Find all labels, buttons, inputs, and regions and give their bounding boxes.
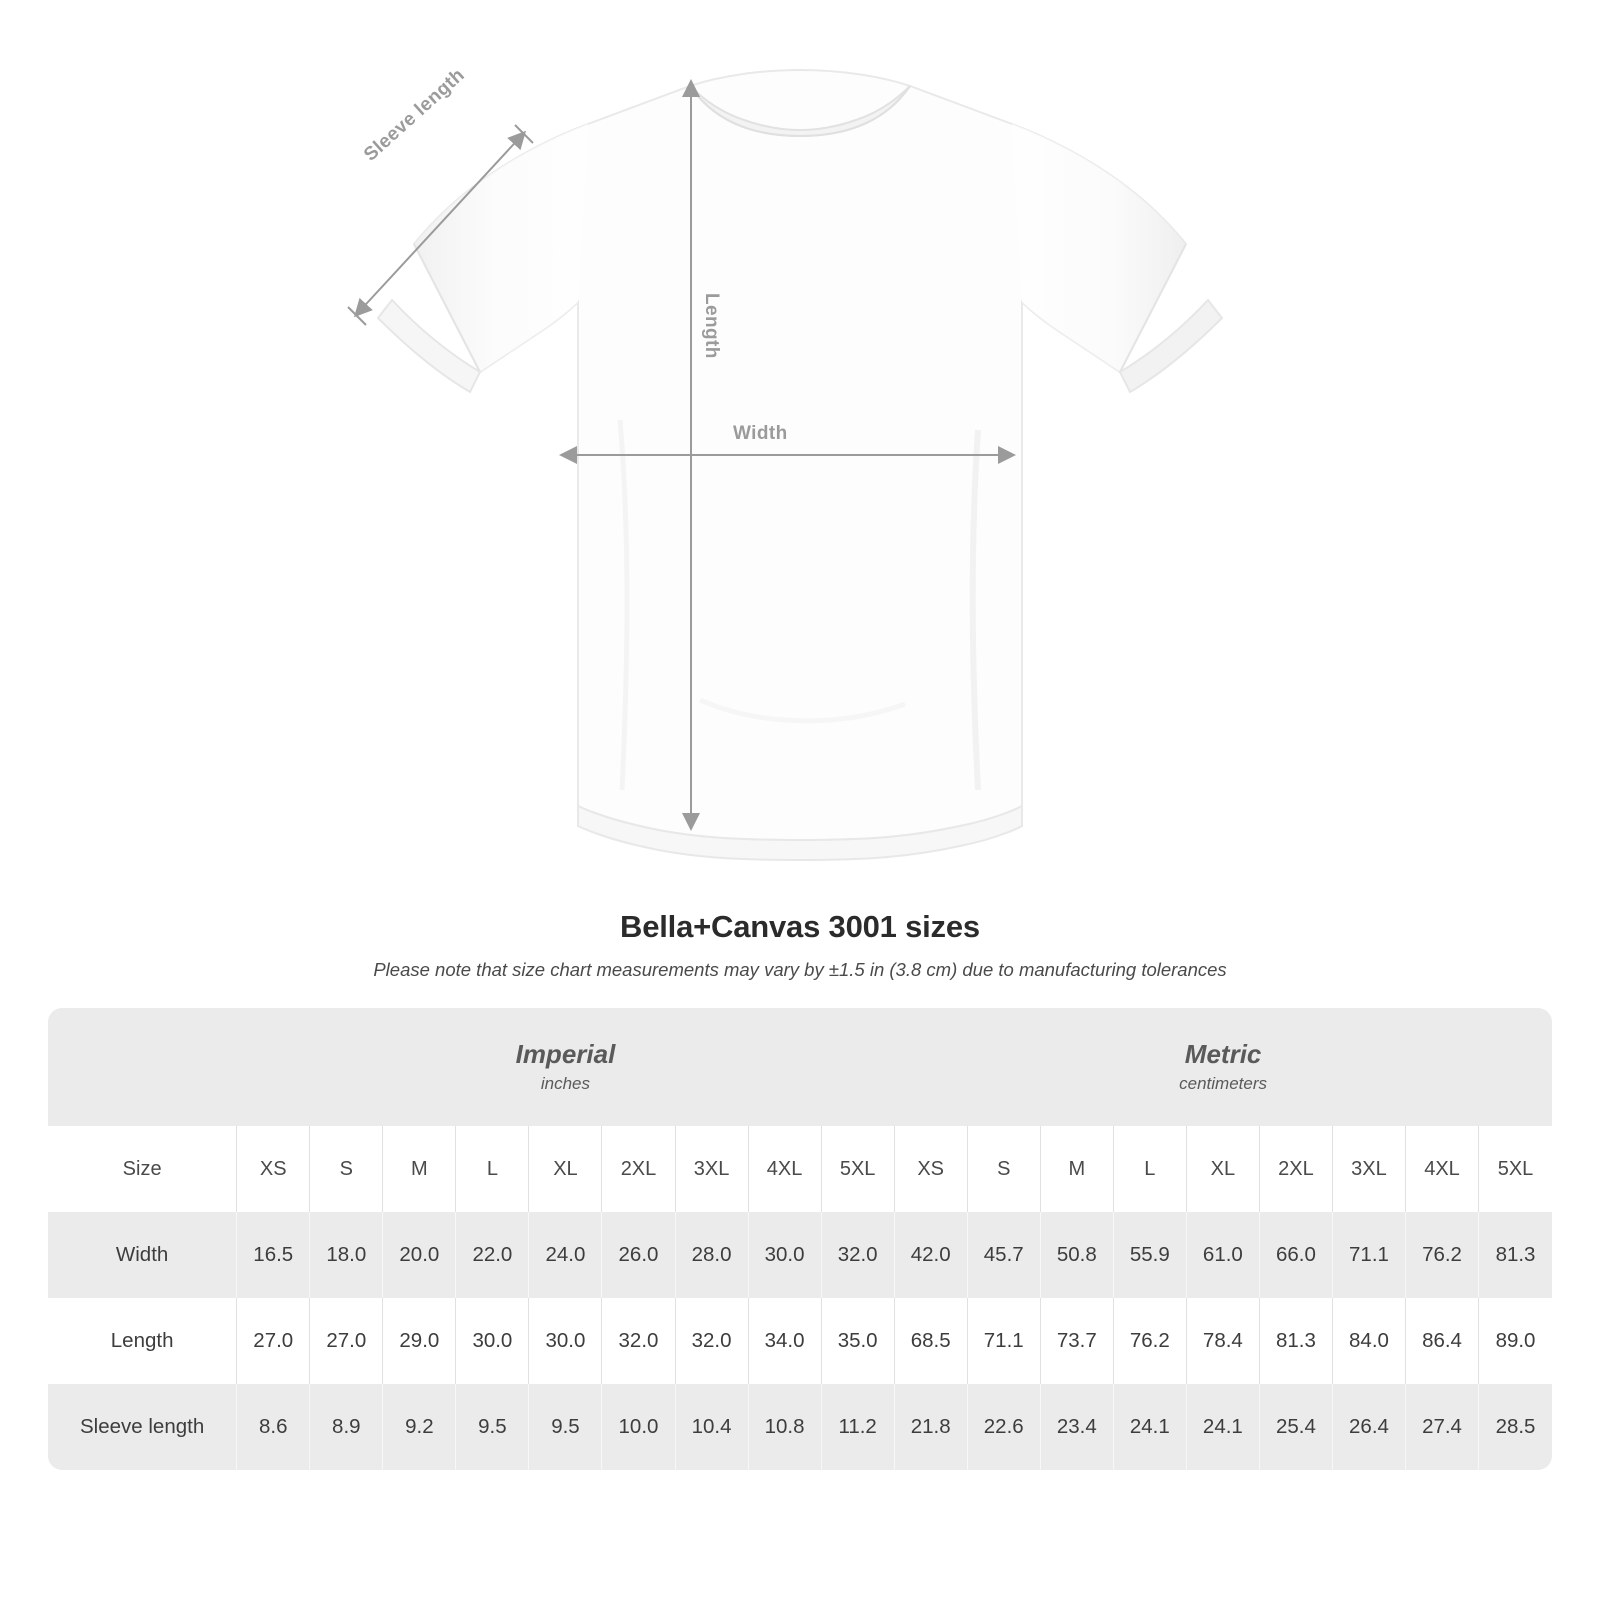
cell: 22.6 bbox=[967, 1384, 1040, 1470]
cell: 34.0 bbox=[748, 1298, 821, 1384]
cell: 81.3 bbox=[1479, 1212, 1552, 1298]
cell: 8.9 bbox=[310, 1384, 383, 1470]
unit-group-imperial bbox=[237, 1008, 894, 1126]
row-label-sleeve-length: Sleeve length bbox=[48, 1384, 237, 1470]
cell: 45.7 bbox=[967, 1212, 1040, 1298]
size-header-cell: 2XL bbox=[602, 1126, 675, 1212]
cell: 30.0 bbox=[529, 1298, 602, 1384]
size-header-label: Size bbox=[48, 1126, 237, 1212]
unit-spacer-cell bbox=[48, 1008, 237, 1126]
cell: 68.5 bbox=[894, 1298, 967, 1384]
cell: 30.0 bbox=[456, 1298, 529, 1384]
size-header-cell: XS bbox=[894, 1126, 967, 1212]
size-header-cell: 4XL bbox=[1406, 1126, 1479, 1212]
cell: 23.4 bbox=[1040, 1384, 1113, 1470]
cell: 16.5 bbox=[237, 1212, 310, 1298]
cell: 35.0 bbox=[821, 1298, 894, 1384]
cell: 29.0 bbox=[383, 1298, 456, 1384]
size-header-cell: 5XL bbox=[1479, 1126, 1552, 1212]
cell: 28.0 bbox=[675, 1212, 748, 1298]
cell: 32.0 bbox=[821, 1212, 894, 1298]
cell: 27.0 bbox=[237, 1298, 310, 1384]
cell: 27.4 bbox=[1406, 1384, 1479, 1470]
unit-group-metric-sub: centimeters bbox=[1179, 1074, 1268, 1094]
cell: 10.4 bbox=[675, 1384, 748, 1470]
unit-group-metric bbox=[894, 1008, 1552, 1126]
size-header-cell: S bbox=[310, 1126, 383, 1212]
cell: 81.3 bbox=[1259, 1298, 1332, 1384]
size-header-cell: M bbox=[383, 1126, 456, 1212]
cell: 20.0 bbox=[383, 1212, 456, 1298]
table-row bbox=[48, 1384, 1552, 1470]
width-label: Width bbox=[733, 423, 788, 444]
size-header-cell: 3XL bbox=[1332, 1126, 1405, 1212]
cell: 42.0 bbox=[894, 1212, 967, 1298]
size-header-cell: 4XL bbox=[748, 1126, 821, 1212]
length-label: Length bbox=[701, 293, 722, 359]
size-header-cell: S bbox=[967, 1126, 1040, 1212]
cell: 84.0 bbox=[1332, 1298, 1405, 1384]
cell: 30.0 bbox=[748, 1212, 821, 1298]
cell: 28.5 bbox=[1479, 1384, 1552, 1470]
cell: 18.0 bbox=[310, 1212, 383, 1298]
cell: 86.4 bbox=[1406, 1298, 1479, 1384]
cell: 55.9 bbox=[1113, 1212, 1186, 1298]
size-table-container bbox=[48, 1008, 1552, 1470]
cell: 61.0 bbox=[1186, 1212, 1259, 1298]
table-row bbox=[48, 1298, 1552, 1384]
cell: 26.4 bbox=[1332, 1384, 1405, 1470]
table-row bbox=[48, 1212, 1552, 1298]
size-header-cell: 3XL bbox=[675, 1126, 748, 1212]
cell: 9.5 bbox=[456, 1384, 529, 1470]
cell: 10.8 bbox=[748, 1384, 821, 1470]
cell: 24.1 bbox=[1186, 1384, 1259, 1470]
cell: 50.8 bbox=[1040, 1212, 1113, 1298]
cell: 27.0 bbox=[310, 1298, 383, 1384]
row-label-width: Width bbox=[48, 1212, 237, 1298]
unit-group-imperial-name: Imperial bbox=[515, 1038, 616, 1069]
page-title: Bella+Canvas 3001 sizes bbox=[620, 909, 980, 944]
size-header-cell: 5XL bbox=[821, 1126, 894, 1212]
cell: 24.0 bbox=[529, 1212, 602, 1298]
cell: 9.2 bbox=[383, 1384, 456, 1470]
size-header-cell: XL bbox=[529, 1126, 602, 1212]
size-header-cell: XS bbox=[237, 1126, 310, 1212]
unit-group-imperial-sub: inches bbox=[540, 1074, 591, 1094]
row-label-length: Length bbox=[48, 1298, 237, 1384]
cell: 76.2 bbox=[1406, 1212, 1479, 1298]
size-header-row bbox=[48, 1126, 1552, 1212]
cell: 89.0 bbox=[1479, 1298, 1552, 1384]
cell: 71.1 bbox=[1332, 1212, 1405, 1298]
size-header-cell: XL bbox=[1186, 1126, 1259, 1212]
cell: 21.8 bbox=[894, 1384, 967, 1470]
cell: 22.0 bbox=[456, 1212, 529, 1298]
cell: 32.0 bbox=[675, 1298, 748, 1384]
cell: 78.4 bbox=[1186, 1298, 1259, 1384]
title-block bbox=[0, 909, 1600, 981]
size-header-cell: L bbox=[456, 1126, 529, 1212]
unit-group-metric-name: Metric bbox=[1184, 1038, 1262, 1069]
size-header-cell: M bbox=[1040, 1126, 1113, 1212]
cell: 9.5 bbox=[529, 1384, 602, 1470]
cell: 11.2 bbox=[821, 1384, 894, 1470]
size-header-cell: L bbox=[1113, 1126, 1186, 1212]
tolerance-note: Please note that size chart measurements may vary by ±1.5 in (3.8 cm) due to manufacturing tolerances bbox=[373, 959, 1227, 980]
cell: 73.7 bbox=[1040, 1298, 1113, 1384]
cell: 66.0 bbox=[1259, 1212, 1332, 1298]
size-table bbox=[48, 1008, 1552, 1470]
cell: 8.6 bbox=[237, 1384, 310, 1470]
unit-system-row bbox=[48, 1008, 1552, 1126]
shirt-shape bbox=[378, 70, 1222, 860]
cell: 76.2 bbox=[1113, 1298, 1186, 1384]
cell: 26.0 bbox=[602, 1212, 675, 1298]
cell: 32.0 bbox=[602, 1298, 675, 1384]
cell: 10.0 bbox=[602, 1384, 675, 1470]
size-header-cell: 2XL bbox=[1259, 1126, 1332, 1212]
cell: 24.1 bbox=[1113, 1384, 1186, 1470]
sleeve-length-label: Sleeve length bbox=[360, 64, 469, 166]
cell: 71.1 bbox=[967, 1298, 1040, 1384]
cell: 25.4 bbox=[1259, 1384, 1332, 1470]
